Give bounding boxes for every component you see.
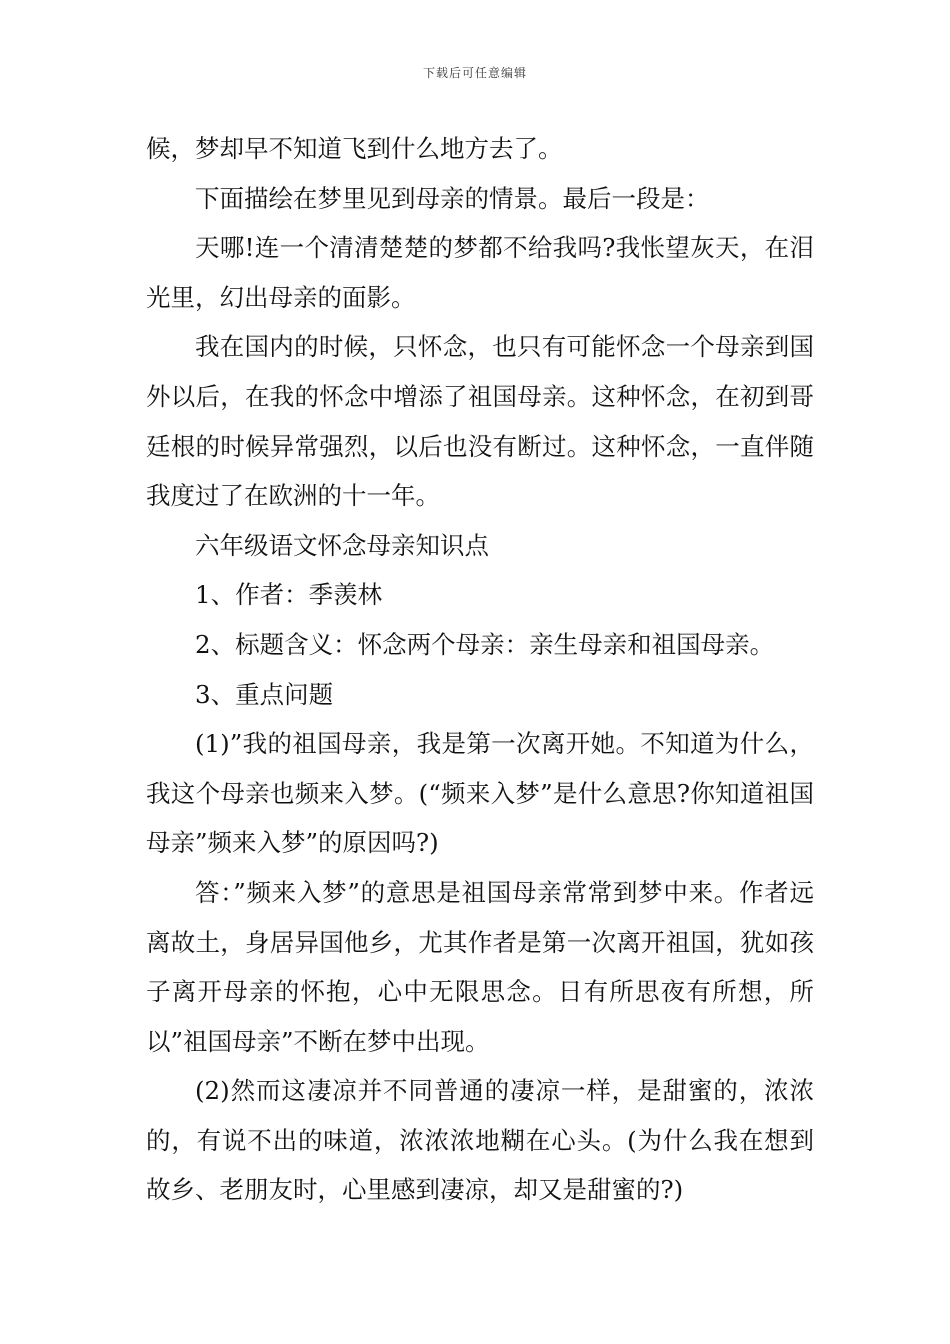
document-body [146,124,814,1215]
paragraph-1: 候，梦却早不知道飞到什么地方去了。 [146,134,563,163]
paragraph-3: 天哪!连一个清清楚楚的梦都不给我吗?我怅望灰天，在泪光里，幻出母亲的面影。 [146,233,814,312]
paragraph-4: 我在国内的时候，只怀念，也只有可能怀念一个母亲到国外以后，在我的怀念中增添了祖国母亲。这种怀念，在初到哥廷根的时候异常强烈，以后也没有断过。这种怀念，一直伴随我度过了在欧洲的十一年。 [146,332,814,511]
point-key-questions: 3、重点问题 [195,679,334,709]
point-title-meaning: 2、标题含义：怀念两个母亲：亲生母亲和祖国母亲。 [195,629,775,659]
point-author: 1、作者：季羡林 [195,580,383,610]
section-heading: 六年级语文怀念母亲知识点 [195,530,489,560]
answer-1: 答：”频来入梦”的意思是祖国母亲常常到梦中来。作者远离故土，身居异国他乡，尤其作者是第一次离开祖国，犹如孩子离开母亲的怀抱，心中无限思念。日有所思夜有所想，所以”祖国母亲”不断在梦中出现。 [146,877,814,1056]
question-1: (1)”我的祖国母亲，我是第一次离开她。不知道为什么，我这个母亲也频来入梦。(“频来入梦”是什么意思?你知道祖国母亲”频来入梦”的原因吗?) [146,729,814,858]
question-2: (2)然而这凄凉并不同普通的凄凉一样，是甜蜜的，浓浓的，有说不出的味道，浓浓浓地糊在心头。(为什么我在想到故乡、老朋友时，心里感到凄凉，却又是甜蜜的?) [146,1076,814,1205]
paragraph-2: 下面描绘在梦里见到母亲的情景。最后一段是： [195,183,710,213]
page-header: 下载后可任意编辑 [422,66,527,80]
